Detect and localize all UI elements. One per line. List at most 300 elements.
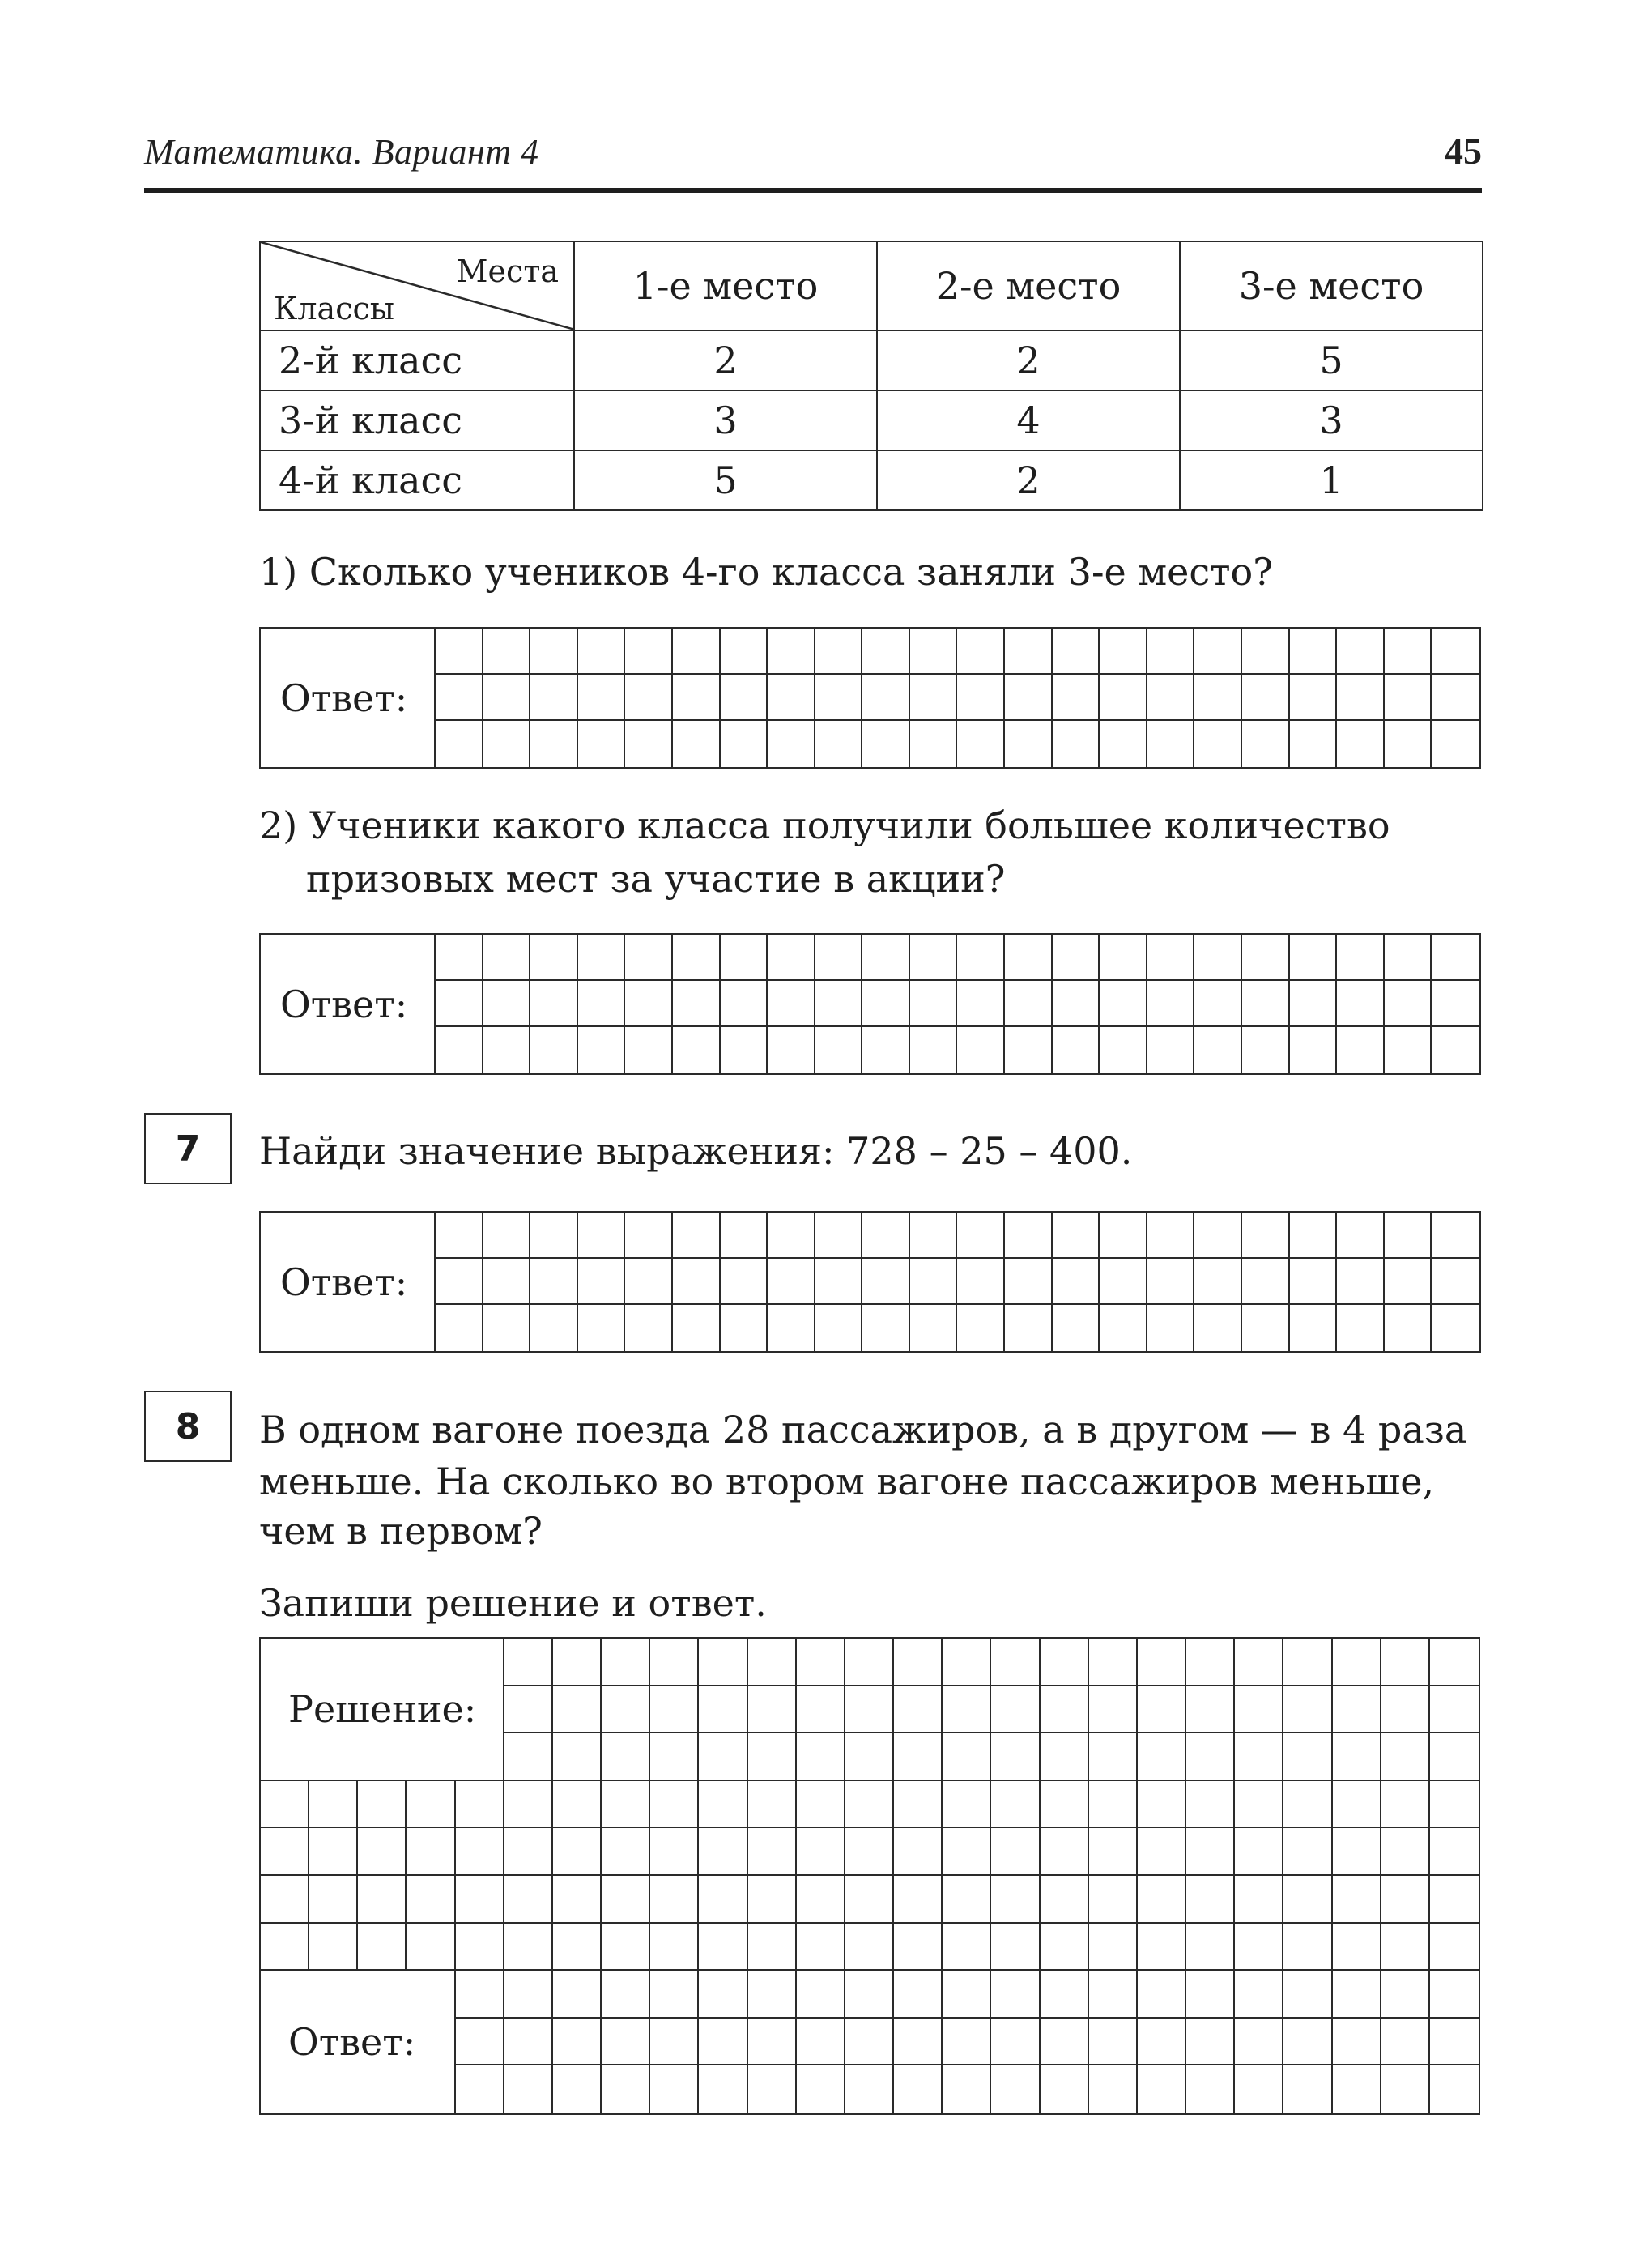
grid-cell[interactable] xyxy=(673,629,721,675)
grid-cell[interactable] xyxy=(1186,1924,1235,1972)
grid-cell[interactable] xyxy=(483,629,531,675)
grid-cell[interactable] xyxy=(1138,1924,1186,1972)
grid-cell[interactable] xyxy=(1186,1971,1235,2019)
grid-cell[interactable] xyxy=(406,1876,455,1924)
grid-cell[interactable] xyxy=(1432,1027,1479,1073)
grid-cell[interactable] xyxy=(1385,629,1432,675)
grid-cell[interactable] xyxy=(1041,2066,1089,2113)
answer-box-q2[interactable] xyxy=(259,933,1481,1075)
grid-cell[interactable] xyxy=(358,1876,406,1924)
grid-cell[interactable] xyxy=(845,2019,894,2066)
grid-cell[interactable] xyxy=(1041,1733,1089,1781)
grid-cell[interactable] xyxy=(1089,1733,1138,1781)
grid-cell[interactable] xyxy=(1100,675,1147,721)
grid-cell[interactable] xyxy=(1089,1971,1138,2019)
grid-cell[interactable] xyxy=(1005,1213,1053,1259)
grid-cell[interactable] xyxy=(1430,2066,1479,2113)
grid-cell[interactable] xyxy=(1053,1259,1100,1305)
grid-cell[interactable] xyxy=(797,2019,845,2066)
grid-cell[interactable] xyxy=(1041,1686,1089,1734)
grid-cell[interactable] xyxy=(436,1259,483,1305)
grid-cell[interactable] xyxy=(845,1686,894,1734)
grid-cell[interactable] xyxy=(1337,1027,1385,1073)
grid-cell[interactable] xyxy=(910,1213,958,1259)
grid-cell[interactable] xyxy=(768,1027,815,1073)
grid-cell[interactable] xyxy=(815,981,863,1027)
grid-cell[interactable] xyxy=(436,981,483,1027)
grid-cell[interactable] xyxy=(1333,1686,1381,1734)
grid-cell[interactable] xyxy=(1242,1027,1290,1073)
grid-cell[interactable] xyxy=(650,1876,699,1924)
grid-cell[interactable] xyxy=(815,1305,863,1351)
grid-cell[interactable] xyxy=(1147,675,1195,721)
grid-cell[interactable] xyxy=(504,1924,553,1972)
grid-cell[interactable] xyxy=(1138,1686,1186,1734)
grid-cell[interactable] xyxy=(991,1828,1040,1876)
grid-cell[interactable] xyxy=(1053,629,1100,675)
grid-cell[interactable] xyxy=(602,1733,650,1781)
grid-cell[interactable] xyxy=(910,1027,958,1073)
grid-cell[interactable] xyxy=(358,1924,406,1972)
grid-cell[interactable] xyxy=(504,1733,553,1781)
grid-cell[interactable] xyxy=(1381,2019,1430,2066)
grid-cell[interactable] xyxy=(943,1686,991,1734)
grid-cell[interactable] xyxy=(553,2019,602,2066)
grid-cell[interactable] xyxy=(768,1259,815,1305)
grid-cell[interactable] xyxy=(553,1924,602,1972)
grid-cell[interactable] xyxy=(748,1971,797,2019)
grid-cell[interactable] xyxy=(1041,1971,1089,2019)
grid-cell[interactable] xyxy=(845,1971,894,2019)
grid-cell[interactable] xyxy=(1089,1639,1138,1686)
answer-grid[interactable] xyxy=(436,935,1479,1073)
grid-cell[interactable] xyxy=(530,1213,578,1259)
grid-cell[interactable] xyxy=(1005,935,1053,981)
grid-cell[interactable] xyxy=(1053,1305,1100,1351)
grid-cell[interactable] xyxy=(1242,675,1290,721)
grid-cell[interactable] xyxy=(1333,1828,1381,1876)
grid-cell[interactable] xyxy=(650,1639,699,1686)
grid-cell[interactable] xyxy=(1283,1924,1332,1972)
grid-cell[interactable] xyxy=(1194,935,1242,981)
grid-cell[interactable] xyxy=(943,1639,991,1686)
grid-cell[interactable] xyxy=(483,675,531,721)
grid-cell[interactable] xyxy=(436,1027,483,1073)
grid-cell[interactable] xyxy=(1005,721,1053,767)
grid-cell[interactable] xyxy=(768,721,815,767)
grid-cell[interactable] xyxy=(625,981,673,1027)
grid-cell[interactable] xyxy=(797,1781,845,1829)
grid-cell[interactable] xyxy=(673,721,721,767)
grid-cell[interactable] xyxy=(845,2066,894,2113)
grid-cell[interactable] xyxy=(1089,1924,1138,1972)
grid-cell[interactable] xyxy=(553,1686,602,1734)
grid-cell[interactable] xyxy=(1432,1305,1479,1351)
grid-cell[interactable] xyxy=(1283,1686,1332,1734)
grid-cell[interactable] xyxy=(1432,1213,1479,1259)
grid-cell[interactable] xyxy=(602,1971,650,2019)
grid-cell[interactable] xyxy=(1089,1686,1138,1734)
grid-cell[interactable] xyxy=(910,675,958,721)
grid-cell[interactable] xyxy=(1432,721,1479,767)
grid-cell[interactable] xyxy=(699,2019,747,2066)
grid-cell[interactable] xyxy=(797,1686,845,1734)
grid-cell[interactable] xyxy=(1100,935,1147,981)
grid-cell[interactable] xyxy=(894,1686,943,1734)
answer-box-q1[interactable] xyxy=(259,627,1481,769)
grid-cell[interactable] xyxy=(797,1924,845,1972)
grid-cell[interactable] xyxy=(910,1305,958,1351)
grid-cell[interactable] xyxy=(1337,629,1385,675)
grid-cell[interactable] xyxy=(578,629,626,675)
grid-cell[interactable] xyxy=(1385,935,1432,981)
grid-cell[interactable] xyxy=(625,675,673,721)
grid-cell[interactable] xyxy=(699,1876,747,1924)
grid-cell[interactable] xyxy=(1235,1828,1283,1876)
grid-cell[interactable] xyxy=(943,1781,991,1829)
grid-cell[interactable] xyxy=(748,1876,797,1924)
grid-cell[interactable] xyxy=(748,1686,797,1734)
grid-cell[interactable] xyxy=(1381,1639,1430,1686)
grid-cell[interactable] xyxy=(1333,1971,1381,2019)
grid-cell[interactable] xyxy=(797,1733,845,1781)
grid-cell[interactable] xyxy=(1381,1924,1430,1972)
grid-cell[interactable] xyxy=(957,629,1005,675)
grid-cell[interactable] xyxy=(530,1305,578,1351)
grid-cell[interactable] xyxy=(456,1828,504,1876)
grid-cell[interactable] xyxy=(406,1828,455,1876)
grid-cell[interactable] xyxy=(797,1971,845,2019)
grid-cell[interactable] xyxy=(1432,981,1479,1027)
grid-cell[interactable] xyxy=(910,935,958,981)
grid-cell[interactable] xyxy=(1430,1924,1479,1972)
grid-cell[interactable] xyxy=(943,2019,991,2066)
grid-cell[interactable] xyxy=(1430,1733,1479,1781)
grid-cell[interactable] xyxy=(1147,629,1195,675)
grid-cell[interactable] xyxy=(845,1781,894,1829)
grid-cell[interactable] xyxy=(815,629,863,675)
grid-cell[interactable] xyxy=(894,2066,943,2113)
grid-cell[interactable] xyxy=(1242,1213,1290,1259)
grid-cell[interactable] xyxy=(578,981,626,1027)
grid-cell[interactable] xyxy=(845,1876,894,1924)
grid-cell[interactable] xyxy=(530,1027,578,1073)
grid-cell[interactable] xyxy=(1283,1876,1332,1924)
grid-cell[interactable] xyxy=(991,1876,1040,1924)
grid-cell[interactable] xyxy=(894,1876,943,1924)
grid-cell[interactable] xyxy=(578,1259,626,1305)
grid-cell[interactable] xyxy=(957,721,1005,767)
grid-cell[interactable] xyxy=(1333,2019,1381,2066)
grid-cell[interactable] xyxy=(1089,1828,1138,1876)
grid-cell[interactable] xyxy=(1337,721,1385,767)
grid-cell[interactable] xyxy=(1194,675,1242,721)
grid-cell[interactable] xyxy=(625,721,673,767)
grid-cell[interactable] xyxy=(1432,935,1479,981)
grid-cell[interactable] xyxy=(845,1828,894,1876)
grid-cell[interactable] xyxy=(1381,1876,1430,1924)
grid-cell[interactable] xyxy=(1290,629,1338,675)
grid-cell[interactable] xyxy=(1194,1213,1242,1259)
grid-cell[interactable] xyxy=(1041,2019,1089,2066)
grid-cell[interactable] xyxy=(862,1213,910,1259)
grid-cell[interactable] xyxy=(1385,1259,1432,1305)
grid-cell[interactable] xyxy=(721,1305,768,1351)
grid-cell[interactable] xyxy=(768,629,815,675)
grid-cell[interactable] xyxy=(1041,1639,1089,1686)
grid-cell[interactable] xyxy=(602,1828,650,1876)
grid-cell[interactable] xyxy=(504,1686,553,1734)
grid-cell[interactable] xyxy=(483,935,531,981)
grid-cell[interactable] xyxy=(943,1733,991,1781)
grid-cell[interactable] xyxy=(1235,1876,1283,1924)
grid-cell[interactable] xyxy=(504,2019,553,2066)
grid-cell[interactable] xyxy=(1100,1259,1147,1305)
grid-cell[interactable] xyxy=(553,1733,602,1781)
grid-cell[interactable] xyxy=(625,935,673,981)
grid-cell[interactable] xyxy=(845,1924,894,1972)
grid-cell[interactable] xyxy=(504,1971,553,2019)
grid-cell[interactable] xyxy=(1290,721,1338,767)
grid-cell[interactable] xyxy=(602,1639,650,1686)
grid-cell[interactable] xyxy=(673,1027,721,1073)
grid-cell[interactable] xyxy=(650,1686,699,1734)
grid-cell[interactable] xyxy=(815,1213,863,1259)
grid-cell[interactable] xyxy=(748,2066,797,2113)
grid-cell[interactable] xyxy=(1041,1924,1089,1972)
grid-cell[interactable] xyxy=(1333,1733,1381,1781)
grid-cell[interactable] xyxy=(1385,1213,1432,1259)
grid-cell[interactable] xyxy=(862,1027,910,1073)
grid-cell[interactable] xyxy=(1138,1639,1186,1686)
grid-cell[interactable] xyxy=(1089,1781,1138,1829)
grid-cell[interactable] xyxy=(1100,981,1147,1027)
grid-cell[interactable] xyxy=(553,2066,602,2113)
grid-cell[interactable] xyxy=(456,2019,504,2066)
grid-cell[interactable] xyxy=(1235,1924,1283,1972)
grid-cell[interactable] xyxy=(578,675,626,721)
grid-cell[interactable] xyxy=(1430,1686,1479,1734)
answer-grid[interactable] xyxy=(436,1213,1479,1351)
grid-cell[interactable] xyxy=(1333,1639,1381,1686)
grid-cell[interactable] xyxy=(1430,1639,1479,1686)
grid-cell[interactable] xyxy=(1430,1828,1479,1876)
grid-cell[interactable] xyxy=(894,1971,943,2019)
grid-cell[interactable] xyxy=(1337,1259,1385,1305)
grid-cell[interactable] xyxy=(1147,935,1195,981)
grid-cell[interactable] xyxy=(650,1924,699,1972)
grid-cell[interactable] xyxy=(1235,1971,1283,2019)
grid-cell[interactable] xyxy=(1147,981,1195,1027)
grid-cell[interactable] xyxy=(261,1876,309,1924)
grid-cell[interactable] xyxy=(910,1259,958,1305)
grid-cell[interactable] xyxy=(1186,1781,1235,1829)
grid-cell[interactable] xyxy=(673,935,721,981)
grid-cell[interactable] xyxy=(1235,1733,1283,1781)
grid-cell[interactable] xyxy=(309,1781,358,1829)
grid-cell[interactable] xyxy=(1147,1213,1195,1259)
grid-cell[interactable] xyxy=(991,2066,1040,2113)
grid-cell[interactable] xyxy=(1005,1027,1053,1073)
grid-cell[interactable] xyxy=(530,675,578,721)
grid-cell[interactable] xyxy=(1290,1213,1338,1259)
grid-cell[interactable] xyxy=(650,1781,699,1829)
grid-cell[interactable] xyxy=(1381,1828,1430,1876)
grid-cell[interactable] xyxy=(602,1686,650,1734)
grid-cell[interactable] xyxy=(797,1876,845,1924)
grid-cell[interactable] xyxy=(625,1259,673,1305)
grid-cell[interactable] xyxy=(1138,1781,1186,1829)
grid-cell[interactable] xyxy=(1194,1259,1242,1305)
grid-cell[interactable] xyxy=(1242,629,1290,675)
grid-cell[interactable] xyxy=(602,1876,650,1924)
grid-cell[interactable] xyxy=(991,1971,1040,2019)
grid-cell[interactable] xyxy=(957,935,1005,981)
grid-cell[interactable] xyxy=(1100,1213,1147,1259)
grid-cell[interactable] xyxy=(483,721,531,767)
grid-cell[interactable] xyxy=(673,981,721,1027)
grid-cell[interactable] xyxy=(721,935,768,981)
grid-cell[interactable] xyxy=(309,1828,358,1876)
grid-cell[interactable] xyxy=(1290,1027,1338,1073)
grid-cell[interactable] xyxy=(699,1639,747,1686)
grid-cell[interactable] xyxy=(991,1639,1040,1686)
grid-cell[interactable] xyxy=(699,1686,747,1734)
grid-cell[interactable] xyxy=(483,1259,531,1305)
grid-cell[interactable] xyxy=(797,1828,845,1876)
grid-cell[interactable] xyxy=(797,2066,845,2113)
answer-box-task7[interactable] xyxy=(259,1211,1481,1353)
grid-cell[interactable] xyxy=(894,1924,943,1972)
grid-cell[interactable] xyxy=(768,935,815,981)
grid-cell[interactable] xyxy=(673,1259,721,1305)
grid-cell[interactable] xyxy=(721,1027,768,1073)
grid-cell[interactable] xyxy=(1290,675,1338,721)
grid-cell[interactable] xyxy=(862,1259,910,1305)
grid-cell[interactable] xyxy=(1283,1828,1332,1876)
grid-cell[interactable] xyxy=(650,2019,699,2066)
grid-cell[interactable] xyxy=(991,2019,1040,2066)
grid-cell[interactable] xyxy=(261,1924,309,1972)
grid-cell[interactable] xyxy=(309,1876,358,1924)
grid-cell[interactable] xyxy=(1337,1213,1385,1259)
grid-cell[interactable] xyxy=(1283,1639,1332,1686)
grid-cell[interactable] xyxy=(1138,1876,1186,1924)
grid-cell[interactable] xyxy=(1242,1305,1290,1351)
grid-cell[interactable] xyxy=(721,629,768,675)
grid-cell[interactable] xyxy=(1053,935,1100,981)
grid-cell[interactable] xyxy=(1290,981,1338,1027)
grid-cell[interactable] xyxy=(650,2066,699,2113)
grid-cell[interactable] xyxy=(456,1924,504,1972)
grid-cell[interactable] xyxy=(862,981,910,1027)
grid-cell[interactable] xyxy=(1186,1733,1235,1781)
grid-cell[interactable] xyxy=(1235,1781,1283,1829)
grid-cell[interactable] xyxy=(1385,675,1432,721)
grid-cell[interactable] xyxy=(650,1971,699,2019)
grid-cell[interactable] xyxy=(358,1828,406,1876)
grid-cell[interactable] xyxy=(553,1876,602,1924)
grid-cell[interactable] xyxy=(845,1733,894,1781)
grid-cell[interactable] xyxy=(530,935,578,981)
grid-cell[interactable] xyxy=(957,1027,1005,1073)
grid-cell[interactable] xyxy=(910,721,958,767)
grid-cell[interactable] xyxy=(991,1733,1040,1781)
grid-cell[interactable] xyxy=(748,1639,797,1686)
grid-cell[interactable] xyxy=(553,1639,602,1686)
grid-cell[interactable] xyxy=(1283,2066,1332,2113)
grid-cell[interactable] xyxy=(1337,981,1385,1027)
grid-cell[interactable] xyxy=(1385,1305,1432,1351)
grid-cell[interactable] xyxy=(721,1259,768,1305)
grid-cell[interactable] xyxy=(957,675,1005,721)
grid-cell[interactable] xyxy=(957,981,1005,1027)
grid-cell[interactable] xyxy=(943,1924,991,1972)
grid-cell[interactable] xyxy=(530,629,578,675)
grid-cell[interactable] xyxy=(1333,1876,1381,1924)
grid-cell[interactable] xyxy=(602,2019,650,2066)
grid-cell[interactable] xyxy=(578,1213,626,1259)
grid-cell[interactable] xyxy=(1186,1876,1235,1924)
grid-cell[interactable] xyxy=(957,1305,1005,1351)
grid-cell[interactable] xyxy=(1381,2066,1430,2113)
grid-cell[interactable] xyxy=(1100,629,1147,675)
grid-cell[interactable] xyxy=(862,629,910,675)
grid-cell[interactable] xyxy=(1194,629,1242,675)
grid-cell[interactable] xyxy=(1337,675,1385,721)
grid-cell[interactable] xyxy=(436,1305,483,1351)
grid-cell[interactable] xyxy=(748,1733,797,1781)
grid-cell[interactable] xyxy=(797,1639,845,1686)
grid-cell[interactable] xyxy=(309,1924,358,1972)
grid-cell[interactable] xyxy=(504,1781,553,1829)
grid-cell[interactable] xyxy=(553,1971,602,2019)
grid-cell[interactable] xyxy=(456,2066,504,2113)
grid-cell[interactable] xyxy=(699,1971,747,2019)
grid-cell[interactable] xyxy=(1290,1259,1338,1305)
grid-cell[interactable] xyxy=(504,1828,553,1876)
grid-cell[interactable] xyxy=(957,1259,1005,1305)
grid-cell[interactable] xyxy=(748,1781,797,1829)
grid-cell[interactable] xyxy=(748,1924,797,1972)
answer-grid[interactable] xyxy=(436,629,1479,767)
grid-cell[interactable] xyxy=(1138,1828,1186,1876)
grid-cell[interactable] xyxy=(1242,721,1290,767)
grid-cell[interactable] xyxy=(1005,1259,1053,1305)
grid-cell[interactable] xyxy=(862,1305,910,1351)
grid-cell[interactable] xyxy=(768,1213,815,1259)
grid-cell[interactable] xyxy=(1235,1686,1283,1734)
grid-cell[interactable] xyxy=(1005,629,1053,675)
grid-cell[interactable] xyxy=(1283,1971,1332,2019)
grid-cell[interactable] xyxy=(1430,2019,1479,2066)
grid-cell[interactable] xyxy=(650,1828,699,1876)
grid-cell[interactable] xyxy=(815,1027,863,1073)
grid-cell[interactable] xyxy=(625,1213,673,1259)
grid-cell[interactable] xyxy=(602,2066,650,2113)
grid-cell[interactable] xyxy=(456,1781,504,1829)
grid-cell[interactable] xyxy=(943,1876,991,1924)
grid-cell[interactable] xyxy=(1333,1924,1381,1972)
grid-cell[interactable] xyxy=(1041,1876,1089,1924)
grid-cell[interactable] xyxy=(1089,1876,1138,1924)
grid-cell[interactable] xyxy=(721,675,768,721)
grid-cell[interactable] xyxy=(625,629,673,675)
grid-cell[interactable] xyxy=(530,721,578,767)
grid-cell[interactable] xyxy=(483,981,531,1027)
grid-cell[interactable] xyxy=(1186,1639,1235,1686)
grid-cell[interactable] xyxy=(456,1876,504,1924)
